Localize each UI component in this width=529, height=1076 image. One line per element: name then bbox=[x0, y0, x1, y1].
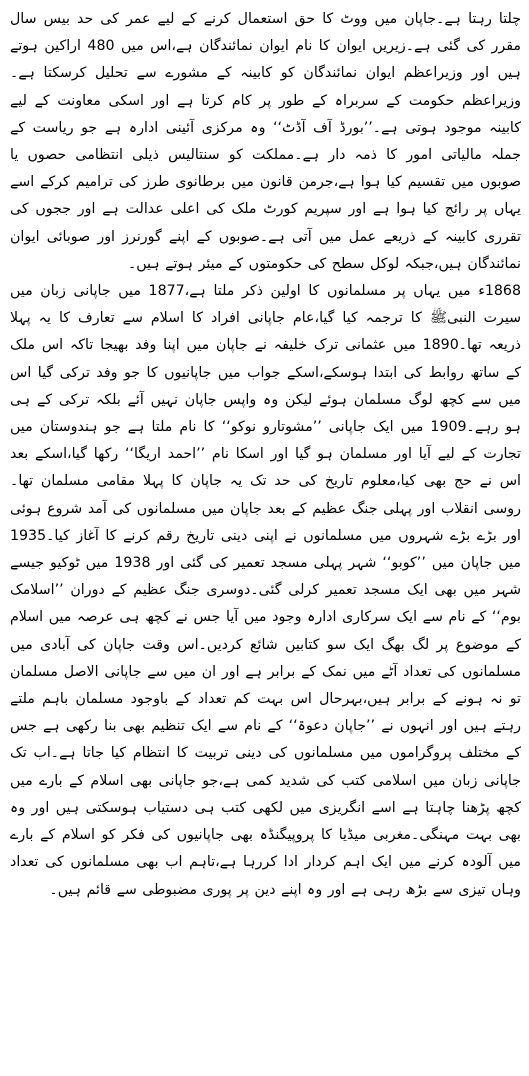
paragraph-government: چلتا رہتا ہے۔جاپان میں ووٹ کا حق استعمال کرنے کے لیے عمر کی حد بیس سال مقرر کی گئی ہے۔زیریں ایوان کا نام ایوان نمائندگان ہے،اس میں 480 اراکین ہوتے ہیں اور وزیراعظم ایوان نمائندگان کو کابینہ کے مشورے سے تحلیل کرسکتا ہے۔وزیراعظم حکومت کے سربراہ کے طور پر کام کرتا ہے اور اسکی معاونت کے لیے کابینہ موجود ہوتی ہے۔’’بورڈ آف آڈٹ‘‘ وہ مرکزی آئینی ادارہ ہے جو ریاست کے جملہ مالیاتی امور کا ذمہ دار ہے۔مملکت کو سنتالیس ذیلی انتظامی حصوں یا صوبوں میں تقسیم کیا ہوا ہے،جرمن قانون میں برطانوی طرز کی ترامیم کرکے اسے یہاں پر رائج کیا ہوا ہے اور سپریم کورٹ ملک کی اعلی عدالت ہے اور ججوں کی تقرری کابینہ کے ذریعے عمل میں آتی ہے۔صوبوں کے اپنے گورنرز اور صوبائی ایوان نمائندگان ہیں،جبکہ لوکل سطح کی حکومتوں کے میئر ہوتے ہیں۔ bbox=[10, 11, 521, 272]
paragraph-islam-in-japan: 1868ء میں یہاں پر مسلمانوں کا اولین ذکر ملتا ہے،1877 میں جاپانی زبان میں سیرت النبیﷺ کا ترجمہ کیا گیا،عام جاپانی افراد کا اسلام سے تعارف کا یہ پہلا ذریعہ تھا۔1890 میں عثمانی ترک خلیفہ نے جاپان میں اپنا وفد بھیجا تاکہ اس ملک کے ساتھ روابط کی ابتدا ہوسکے،اسکے جواب میں جاپانیوں کا جو وفد ترکی گیا اس میں سے کچھ لوگ مسلمان ہوئے لیکن وہ واپس جاپان نہیں آئے بلکہ ترکی کے ہی ہو رہے۔1909 میں ایک جاپانی ’’مشوتارو نوکو‘‘ کا نام ملتا ہے جو ہندوستان میں تجارت کے لیے آیا اور مسلمان ہو گیا اور اسکا نام ’’احمد اریگا‘‘ رکھا گیا،اسکے بعد اس نے حج بھی کیا،معلوم تاریخ کی حد تک یہ جاپان کا پہلا مقامی مسلمان تھا۔روسی انقلاب اور پہلی جنگ عظیم کے بعد جاپان میں مسلمانوں کی آمد شروع ہوئی اور بڑے بڑے شہروں میں مسلمانوں نے اپنی دینی تاریخ رقم کرنے کا آغاز کیا۔1935 میں جاپان میں ’’کوبو‘‘ شہر پہلی مسجد تعمیر کی گئی اور 1938 میں ٹوکیو جیسے شہر میں بھی ایک مسجد تعمیر کرلی گئی۔دوسری جنگ عظیم کے دوران ’’اسلامک بوم‘‘ کے نام سے ایک سرکاری ادارہ وجود میں آیا جس نے کچھ ہی عرصہ میں اسلام کے موضوع پر لگ بھگ ایک سو کتابیں شائع کردیں۔اس وقت جاپان کی آبادی میں مسلمانوں کی تعداد آٹے میں نمک کے برابر ہے اور ان میں سے جاپانی الاصل مسلمان تو نہ ہونے کے برابر ہیں،بہرحال اس بہت کم تعداد کے باوجود مسلمان باہم ملتے رہتے ہیں اور انہوں نے ’’جاپان دعوۃ‘‘ کے نام سے ایک تنظیم بھی بنا رکھی ہے جس کے مختلف پروگراموں میں مسلمانوں کی دینی تربیت کا انتظام کیا جاتا ہے۔اب تک جاپانی زبان میں اسلامی کتب کی شدید کمی ہے،جو جاپانی بھی اسلام کے بارے میں کچھ پڑھنا چاہتا ہے اسے انگریزی میں لکھی کتب ہی دستیاب ہوسکتی ہیں اور وہ بھی بہت مہنگی۔مغربی میڈیا کا پروپیگنڈہ بھی جاپانیوں کی فکر کو اسلام کے بارے میں آلودہ کرنے میں ایک اہم کردار ادا کررہا ہے،تاہم اب بھی مسلمانوں کی تعداد وہاں تیزی سے بڑھ رہی ہے اور وہ اپنے دین پر پوری مضبوطی سے قائم ہیں۔ bbox=[10, 283, 521, 898]
